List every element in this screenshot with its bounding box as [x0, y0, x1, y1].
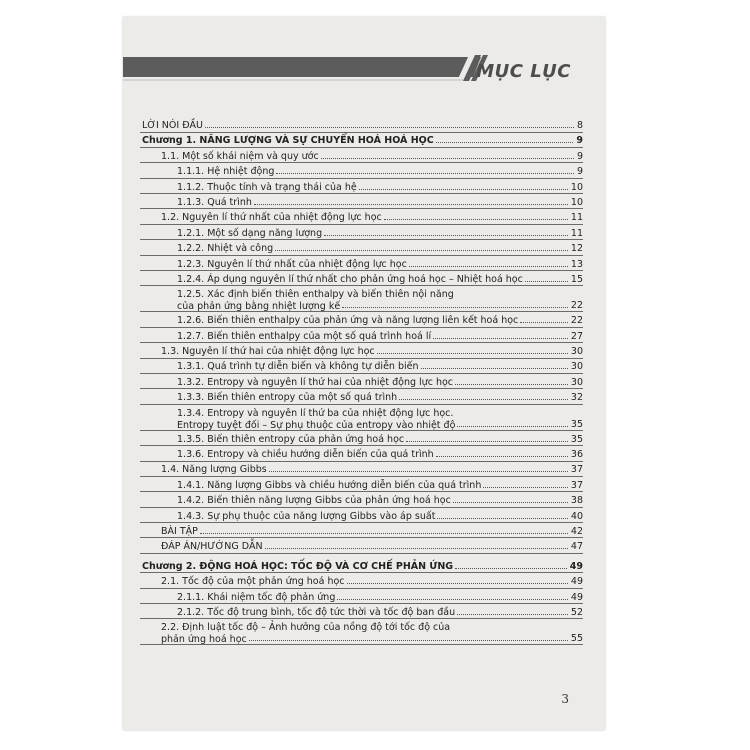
toc-row — [140, 288, 583, 314]
dot-leader — [483, 486, 568, 488]
row-rule — [140, 132, 583, 133]
toc-row — [140, 258, 583, 273]
dot-leader — [436, 455, 568, 457]
row-rule — [140, 537, 583, 538]
toc-entry-text: 1.3. Nguyên lí thứ hai của nhiệt động lực học — [161, 346, 375, 358]
dot-leader — [406, 440, 568, 442]
toc-entry-text: 1.4.2. Biến thiên năng lượng Gibbs của phản ứng hoá học — [177, 495, 451, 507]
toc-row — [140, 525, 583, 540]
dot-leader — [205, 126, 574, 128]
toc-row — [140, 479, 583, 494]
toc-row — [140, 621, 583, 647]
dot-leader — [359, 188, 568, 190]
toc-page-number: 37 — [570, 464, 583, 476]
toc-entry-text: 1.2.6. Biến thiên enthalpy của phản ứng và năng lượng liên kết hoá học — [177, 315, 519, 327]
toc-row — [140, 360, 583, 375]
dot-leader — [399, 398, 568, 400]
toc-entry-text: 1.3.4. Entropy và nguyên lí thứ ba của nhiệt động lực học. Entropy tuyệt đối – Sự phụ thuộc của entropy vào nhiệt độ — [177, 407, 456, 431]
toc-page-number: 55 — [570, 633, 583, 645]
toc-row — [140, 211, 583, 226]
toc-page-number: 32 — [570, 392, 583, 404]
toc-page-number: 8 — [576, 120, 583, 131]
toc-page-number: 49 — [570, 576, 583, 588]
toc-row — [140, 407, 583, 433]
toc-row — [140, 463, 583, 478]
toc-row — [140, 119, 583, 134]
toc-entry-text: 1.2.5. Xác định biến thiên enthalpy và biến thiên nội năng của phản ứng bằng nhiệt lượng kế — [177, 289, 454, 313]
toc-entry-text: LỜI NÓI ĐẦU — [142, 120, 204, 131]
toc-page-number: 52 — [570, 606, 583, 618]
dot-leader — [453, 501, 568, 503]
toc-page-number: 27 — [570, 330, 583, 342]
toc-entry-text: 2.1.1. Khái niệm tốc độ phản ứng — [177, 591, 336, 603]
toc-row — [140, 494, 583, 509]
toc-entry-text: 1.3.6. Entropy và chiều hướng diễn biến của quá trình — [177, 449, 434, 461]
toc-page-number: 9 — [576, 166, 583, 178]
toc-entry-text: 1.3.2. Entropy và nguyên lí thứ hai của nhiệt động lực học — [177, 376, 454, 388]
toc-row — [140, 330, 583, 345]
toc-row — [140, 314, 583, 329]
page-number: 3 — [561, 692, 569, 706]
toc-page-number: 10 — [570, 196, 583, 208]
toc-row — [140, 134, 583, 149]
dot-leader — [520, 321, 568, 323]
toc-page-number: 30 — [570, 376, 583, 388]
dot-leader — [421, 367, 568, 369]
toc-page-number: 30 — [570, 346, 583, 358]
toc-row — [140, 376, 583, 391]
toc-page-number: 49 — [570, 591, 583, 603]
toc-entry-text: 1.1.2. Thuộc tính và trạng thái của hệ — [177, 181, 357, 193]
dot-leader — [436, 141, 573, 143]
toc-page-number: 9 — [576, 150, 583, 162]
dot-leader — [437, 517, 568, 519]
toc-page-number: 47 — [570, 541, 583, 553]
toc-row — [140, 448, 583, 463]
dot-leader — [409, 265, 568, 267]
dot-leader — [276, 172, 574, 174]
dot-leader — [455, 567, 567, 569]
toc-page-number: 36 — [570, 449, 583, 461]
toc-row — [140, 591, 583, 606]
toc-row — [140, 165, 583, 180]
toc-entry-text: 1.1. Một số khái niệm và quy ước — [161, 150, 319, 162]
toc-row — [140, 227, 583, 242]
toc-entry-text: 1.1.3. Quá trình — [177, 196, 252, 208]
dot-leader — [337, 598, 568, 600]
toc-entry-text: 2.2. Định luật tốc độ – Ảnh hưởng của nồng độ tới tốc độ của phản ứng hoá học — [161, 622, 451, 646]
dot-leader — [321, 157, 574, 159]
toc-row — [140, 150, 583, 165]
toc-row — [140, 391, 583, 406]
toc-row — [140, 510, 583, 525]
dot-leader — [200, 532, 568, 534]
toc-page-number: 37 — [570, 479, 583, 491]
toc-entry-text: 2.1.2. Tốc độ trung bình, tốc độ tức thời và tốc độ ban đầu — [177, 606, 456, 618]
toc-page-number: 30 — [570, 361, 583, 373]
toc-row — [140, 433, 583, 448]
toc-entry-text: 1.2.3. Nguyên lí thứ nhất của nhiệt động lực học — [177, 258, 407, 270]
dot-leader — [254, 203, 568, 205]
toc-page-number: 35 — [570, 418, 583, 430]
dot-leader — [265, 547, 568, 549]
dot-leader — [433, 337, 568, 339]
dot-leader — [249, 639, 568, 641]
table-of-contents — [140, 119, 583, 647]
toc-page-number: 40 — [570, 510, 583, 522]
page-title: MỤC LỤC — [476, 61, 571, 82]
toc-entry-text: Chương 1. NĂNG LƯỢNG VÀ SỰ CHUYỂN HOÁ HOÁ HỌC — [142, 135, 434, 147]
toc-page-number: 38 — [570, 495, 583, 507]
toc-entry-text: 1.3.3. Biến thiên entropy của một số quá trình — [177, 392, 398, 404]
dot-leader — [384, 218, 568, 220]
dot-leader — [377, 352, 568, 354]
dot-leader — [269, 470, 568, 472]
toc-entry-text: 1.1.1. Hệ nhiệt động — [177, 166, 275, 178]
toc-row — [140, 242, 583, 257]
toc-page-number: 22 — [570, 315, 583, 327]
toc-entry-text: 1.2.4. Áp dụng nguyên lí thứ nhất cho phản ứng hoá học – Nhiệt hoá học — [177, 273, 523, 285]
toc-page-number: 42 — [570, 525, 583, 537]
toc-entry-text: 2.1. Tốc độ của một phản ứng hoá học — [161, 576, 345, 588]
toc-entry-text: BÀI TẬP — [161, 525, 198, 537]
toc-entry-text: 1.4. Năng lượng Gibbs — [161, 464, 267, 476]
dot-leader — [525, 280, 568, 282]
toc-row — [140, 196, 583, 211]
toc-entry-text: ĐÁP ÁN/HƯỚNG DẪN — [161, 541, 263, 553]
toc-entry-text: 1.2.7. Biến thiên enthalpy của một số quá trình hoá lí — [177, 330, 432, 342]
toc-entry-text: 1.2.2. Nhiệt và công — [177, 243, 274, 255]
toc-page-number: 12 — [570, 243, 583, 255]
book-page — [123, 17, 605, 730]
toc-row — [140, 345, 583, 360]
toc-entry-text: 1.4.1. Năng lượng Gibbs và chiều hướng diễn biến của quá trình — [177, 479, 482, 491]
toc-entry-text: 1.3.5. Biến thiên entropy của phản ứng hoá học — [177, 433, 405, 445]
toc-row — [140, 181, 583, 196]
toc-page-number: 9 — [576, 135, 583, 147]
dot-leader — [324, 234, 568, 236]
toc-page-number: 11 — [570, 212, 583, 224]
dot-leader — [342, 306, 568, 308]
toc-row — [140, 560, 583, 575]
toc-entry-text: 1.2. Nguyên lí thứ nhất của nhiệt động lực học — [161, 212, 382, 224]
dot-leader — [275, 249, 568, 251]
toc-row — [140, 606, 583, 621]
toc-page-number: 22 — [570, 300, 583, 312]
toc-page-number: 35 — [570, 433, 583, 445]
dot-leader — [457, 425, 568, 427]
toc-entry-text: 1.4.3. Sự phụ thuộc của năng lượng Gibbs vào áp suất — [177, 510, 436, 522]
toc-page-number: 49 — [569, 560, 583, 572]
dot-leader — [455, 383, 568, 385]
toc-row — [140, 540, 583, 555]
toc-entry-text: Chương 2. ĐỘNG HOÁ HỌC: TỐC ĐỘ VÀ CƠ CHẾ PHẢN ỨNG — [142, 560, 454, 572]
toc-row — [140, 273, 583, 288]
dot-leader — [347, 582, 568, 584]
toc-entry-text: 1.3.1. Quá trình tự diễn biến và không tự diễn biến — [177, 361, 419, 373]
toc-entry-text: 1.2.1. Một số dạng năng lượng — [177, 227, 323, 239]
toc-page-number: 11 — [570, 227, 583, 239]
dot-leader — [457, 613, 568, 615]
toc-page-number: 13 — [570, 258, 583, 270]
toc-row — [140, 575, 583, 590]
toc-page-number: 15 — [570, 273, 583, 285]
toc-page-number: 10 — [570, 181, 583, 193]
